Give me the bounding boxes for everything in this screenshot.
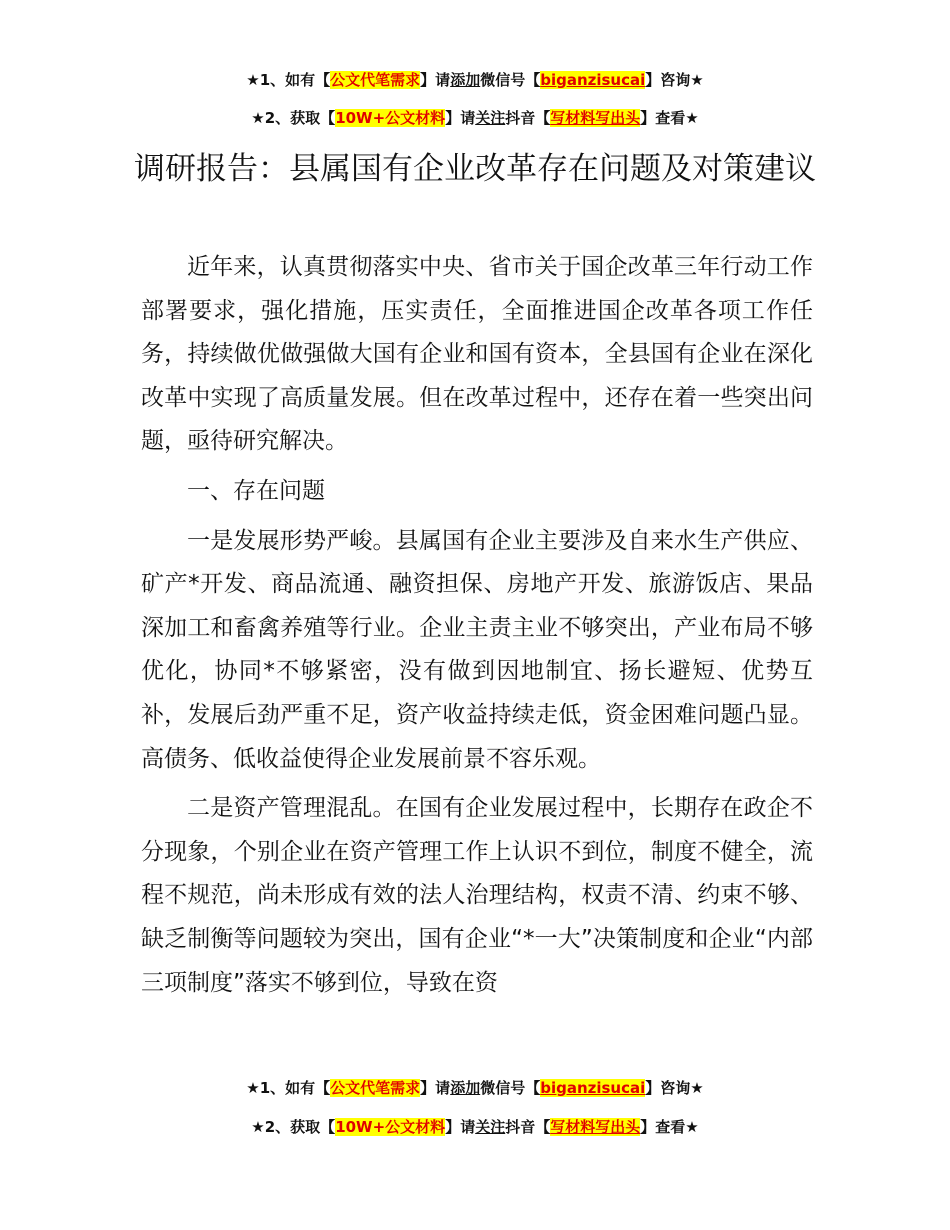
body-paragraph: 一是发展形势严峻。县属国有企业主要涉及自来水生产供应、矿产*开发、商品流通、融资担保、房地产开发、旅游饭店、果品深加工和畜禽养殖等行业。企业主责主业不够突出，产业布局不够优化，协同*不够紧密，没有做到因地制宜、扬长避短、优势互补，发展后劲严重不足，资产收益持续走低，资金困难问题凸显。高债务、低收益使得企业发展前景不容乐观。	[141, 527, 813, 772]
banner-text: 】咨询★	[645, 1079, 704, 1097]
section-heading: 一、存在问题	[187, 477, 325, 504]
banner-text: 】请	[420, 1079, 451, 1097]
body-paragraph: 二是资产管理混乱。在国有企业发展过程中，长期存在政企不分现象，个别企业在资产管理工作上认识不到位，制度不健全，流程不规范，尚未形成有效的法人治理结构，权责不清、约束不够、缺乏制衡等问题较为突出，国有企业“*一大”决策制度和企业“内部三项制度”落实不够到位，导致在资	[141, 795, 813, 996]
intro-paragraph: 近年来，认真贯彻落实中央、省市关于国企改革三年行动工作部署要求，强化措施，压实责任，全面推进国企改革各项工作任务，持续做优做强做大国有企业和国有资本，全县国有企业在深化改革中实现了高质量发展。但在改革过程中，还存在着一些突出问题，亟待研究解决。	[141, 254, 813, 455]
banner-text: 微信号【	[480, 1079, 541, 1097]
banner-highlight: 10W+公文材料	[335, 1118, 446, 1136]
banner-wechat-id: biganzisucai	[540, 71, 646, 89]
document-title: 调研报告：县属国有企业改革存在问题及对策建议	[134, 151, 816, 187]
banner-text: 】请	[445, 1118, 476, 1136]
banner-highlight: 10W+公文材料	[335, 109, 446, 127]
banner-douyin-id: 写材料写出头	[550, 1118, 641, 1136]
top-banner-line-2	[0, 108, 950, 128]
banner-emphasis: 关注	[475, 1118, 506, 1136]
banner-emphasis: 添加	[450, 71, 481, 89]
banner-text: 抖音【	[505, 1118, 551, 1136]
bottom-banner-line-2	[0, 1117, 950, 1137]
banner-text: 】查看★	[640, 1118, 699, 1136]
banner-douyin-id: 写材料写出头	[550, 109, 641, 127]
banner-text: 抖音【	[505, 109, 551, 127]
document-body	[141, 246, 813, 1011]
banner-highlight: 公文代笔需求	[330, 1079, 421, 1097]
banner-text: ★2、获取【	[251, 109, 336, 127]
banner-text: ★1、如有【	[246, 1079, 331, 1097]
banner-wechat-id: biganzisucai	[540, 1079, 646, 1097]
banner-text: 】请	[445, 109, 476, 127]
banner-text: 】请	[420, 71, 451, 89]
banner-emphasis: 添加	[450, 1079, 481, 1097]
banner-highlight: 公文代笔需求	[330, 71, 421, 89]
banner-text: 微信号【	[480, 71, 541, 89]
bottom-banner-line-1	[0, 1078, 950, 1098]
banner-text: 】咨询★	[645, 71, 704, 89]
banner-text: ★2、获取【	[251, 1118, 336, 1136]
banner-text: 】查看★	[640, 109, 699, 127]
top-banner-line-1	[0, 70, 950, 90]
banner-text: ★1、如有【	[246, 71, 331, 89]
banner-emphasis: 关注	[475, 109, 506, 127]
